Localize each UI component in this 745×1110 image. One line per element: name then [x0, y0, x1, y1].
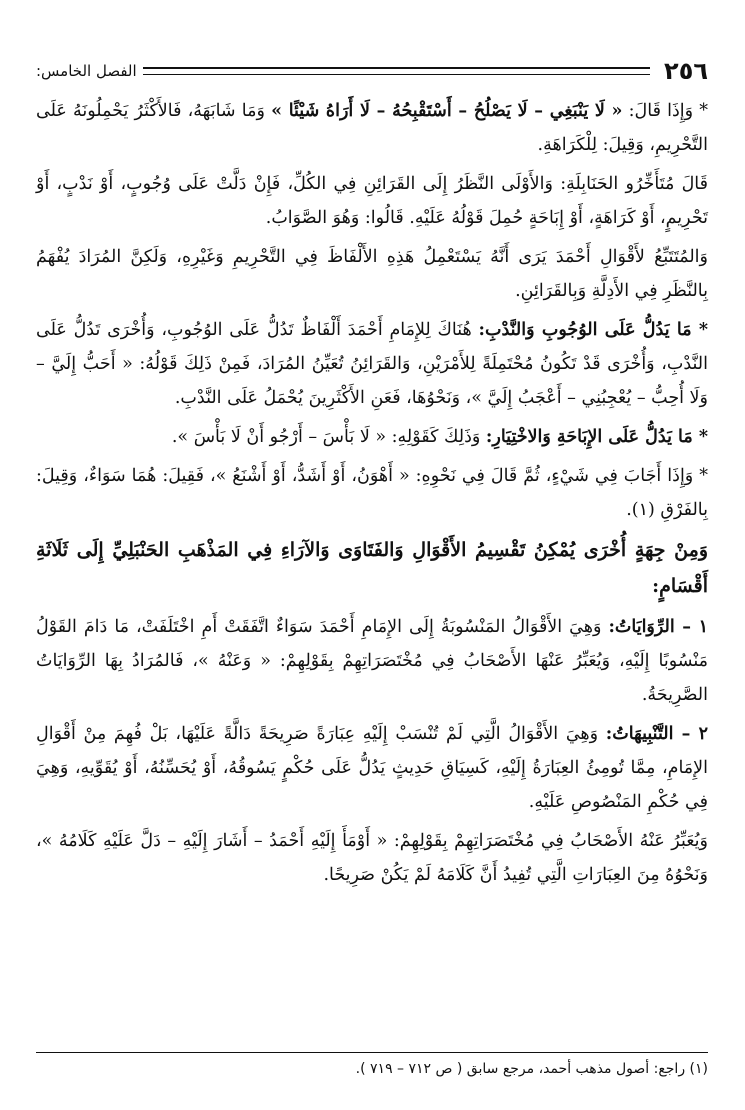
- paragraph-text: هُنَاكَ لِلإِمَامِ أَحْمَدَ أَلْفَاظٌ تَدُلُّ عَلَى الوُجُوبِ، وَأُخْرَى تَدُلُّ عَلَى النَّدْبِ، وَأُخْرَى قَدْ تَكُونُ مُحْتَمِلَةً لِلأَمْرَيْنِ، وَالقَرَائِنُ تُعَيِّنُ المُرَادَ، فَمِنْ ذَلِكَ قَوْلُهُ: « أَحَبُّ إِلَيَّ – وَلَا أُحِبُّ – يُعْجِبُنِي – أَعْجَبُ إِلَيَّ »، وَنَحْوُهَا، فَعَنِ الأَكْثَرِينَ يُحْمَلُ عَلَى النَّدْبِ.: [36, 320, 708, 408]
- paragraph-lead: * وَإِذَا قَالَ:: [622, 101, 709, 121]
- book-page: [36, 54, 708, 897]
- body-text: [36, 94, 708, 892]
- section-text: وَهِيَ الأَقْوَالُ المَنْسُوبَةُ إِلَى الإِمَامِ أَحْمَدَ سَوَاءٌ اتَّفَقَتْ أَمِ اخْتَلَفَتْ، مَا دَامَ القَوْلُ مَنْسُوبًا إِلَيْهِ، وَيُعَبِّرُ عَنْهَا الأَصْحَابُ فِي مُخْتَصَرَاتِهِمْ بِقَوْلِهِمْ: « وَعَنْهُ »، فَالمُرَادُ بِهَا الرِّوَايَاتُ الصَّرِيحَةُ.: [36, 617, 708, 705]
- section-term: ٢ – التَّنْبِيهَاتُ:: [605, 724, 708, 744]
- paragraph-text: قَالَ مُتَأَخِّرُو الحَنَابِلَةِ: وَالأَوْلَى النَّظَرُ إِلَى القَرَائِنِ فِي الكُلِّ، فَإِنْ دَلَّتْ عَلَى وُجُوبٍ، أَوْ نَدْبٍ، أَوْ تَحْرِيمٍ، أَوْ كَرَاهَةٍ، أَوْ إِبَاحَةٍ حُمِلَ قَوْلُهُ عَلَيْهِ. قَالُوا: وَهُوَ الصَّوَابُ.: [36, 174, 708, 228]
- paragraph-text: * وَإِذَا أَجَابَ فِي شَيْءٍ، ثُمَّ قَالَ فِي نَحْوِهِ: « أَهْوَنُ، أَوْ أَشَدُّ، أَوْ أَشْنَعُ »، فَقِيلَ: هُمَا سَوَاءٌ، وَقِيلَ: بِالفَرْقِ (١).: [36, 466, 708, 520]
- paragraph-bold: « لَا يَنْبَغِي – لَا يَصْلُحُ – أَسْتَقْبِحُهُ – لَا أَرَاهُ شَيْئًا »: [271, 101, 623, 121]
- paragraph: [36, 167, 708, 235]
- section-text: وَيُعَبِّرُ عَنْهُ الأَصْحَابُ فِي مُخْتَصَرَاتِهِمْ بِقَوْلِهِمْ: « أَوْمَأَ إِلَيْهِ أَحْمَدُ – أَشَارَ إِلَيْهِ – دَلَّ عَلَيْهِ كَلَامُهُ »، وَنَحْوُهُ مِنَ العِبَارَاتِ الَّتِي تُفِيدُ أَنَّ كَلَامَهُ لَمْ يَكُنْ صَرِيحًا.: [36, 831, 708, 885]
- page-header: [36, 54, 708, 88]
- paragraph-text: وَذَلِكَ كَقَوْلِهِ: « لَا بَأْسَ – أَرْجُو أَنْ لَا بَأْسَ ».: [171, 427, 486, 447]
- paragraph: [36, 313, 708, 415]
- header-rule: [143, 67, 650, 75]
- paragraph-bold: * مَا يَدُلُّ عَلَى الإِبَاحَةِ وَالاخْتِيَارِ:: [485, 427, 708, 447]
- section-item: [36, 717, 708, 819]
- footnote-separator: [36, 1052, 708, 1053]
- footnote: (١) راجع: أصول مذهب أحمد، مرجع سابق ( ص ٧١٢ – ٧١٩ ).: [355, 1061, 708, 1077]
- paragraph: [36, 459, 708, 527]
- chapter-title: الفصل الخامس:: [36, 62, 137, 80]
- section-text: وَهِيَ الأَقْوَالُ الَّتِي لَمْ تُنْسَبْ إِلَيْهِ عِبَارَةً صَرِيحَةً دَالَّةً عَلَيْهَا، بَلْ فُهِمَ مِنْ أَقْوَالِ الإِمَامِ، مِمَّا تُومِئُ العِبَارَةُ إِلَيْهِ، كَسِيَاقِ حَدِيثٍ يَدُلُّ عَلَى حُكْمٍ يَسُوقُهُ، أَوْ يُحَسِّنُهُ، أَوْ يُقَوِّيهِ، وَهِيَ فِي حُكْمِ المَنْصُوصِ عَلَيْهِ.: [36, 724, 708, 812]
- paragraph-text: وَالمُتَتَبِّعُ لأَقْوَالِ أَحْمَدَ يَرَى أَنَّهُ يَسْتَعْمِلُ هَذِهِ الأَلْفَاظَ فِي التَّحْرِيمِ وَغَيْرِهِ، وَلَكِنَّ المُرَادَ يُفْهَمُ بِالنَّظَرِ فِي الأَدِلَّةِ وَبِالقَرَائِنِ.: [36, 247, 708, 301]
- paragraph: [36, 420, 708, 454]
- paragraph: [36, 94, 708, 162]
- section-item: [36, 824, 708, 892]
- paragraph-bold: * مَا يَدُلُّ عَلَى الوُجُوبِ وَالنَّدْبِ:: [478, 320, 709, 340]
- section-heading: وَمِنْ جِهَةٍ أُخْرَى يُمْكِنُ تَقْسِيمُ الأَقْوَالِ وَالفَتَاوَى وَالآرَاءِ فِي المَذْهَبِ الحَنْبَلِيِّ إِلَى ثَلَاثَةِ أَقْسَامٍ:: [36, 539, 708, 597]
- section-item: [36, 610, 708, 712]
- paragraph-text: وَمَا شَابَهَهُ، فَالأَكْثَرُ يَحْمِلُونَهُ عَلَى التَّحْرِيمِ، وَقِيلَ: لِلْكَرَاهَةِ.: [36, 101, 708, 155]
- paragraph: [36, 240, 708, 308]
- section-term: ١ – الرِّوَايَاتُ:: [608, 617, 708, 637]
- page-number: ٢٥٦: [664, 57, 708, 85]
